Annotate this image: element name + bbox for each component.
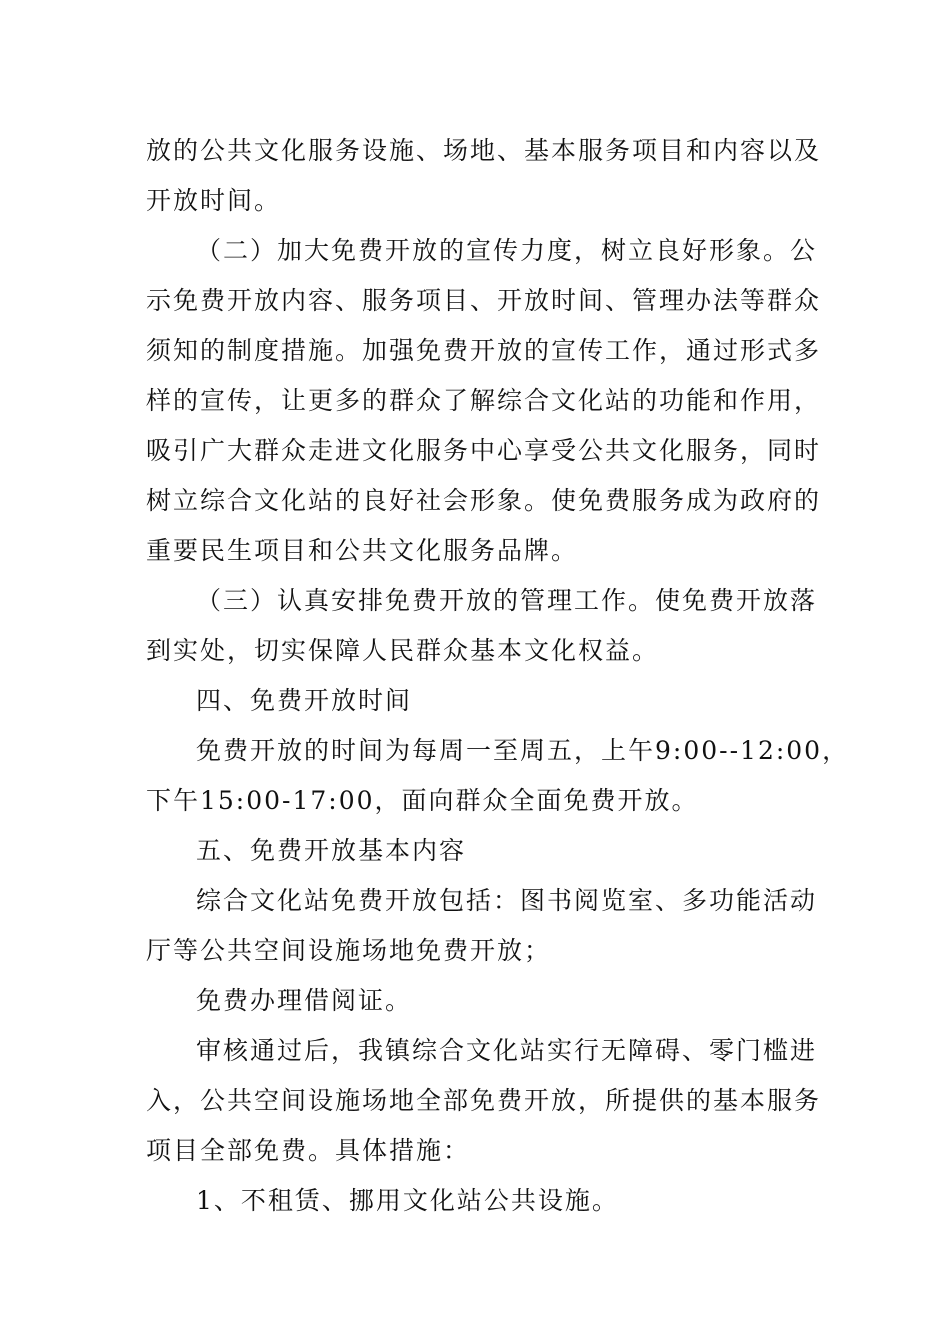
text-line: 样的宣传，让更多的群众了解综合文化站的功能和作用， [146, 386, 822, 415]
text-line: 入，公共空间设施场地全部免费开放，所提供的基本服务 [146, 1086, 822, 1115]
section-heading: 五、免费开放基本内容 [196, 836, 467, 865]
text-line: 下午15:00-17:00，面向群众全面免费开放。 [146, 786, 699, 815]
text-line: 厅等公共空间设施场地免费开放； [146, 936, 552, 965]
text-line: 到实处，切实保障人民群众基本文化权益。 [146, 636, 660, 665]
text-line: 项目全部免费。具体措施： [146, 1136, 471, 1165]
text-line: （三）认真安排免费开放的管理工作。使免费开放落 [196, 586, 818, 615]
text-line: 综合文化站免费开放包括：图书阅览室、多功能活动 [196, 886, 818, 915]
text-line: 须知的制度措施。加强免费开放的宣传工作，通过形式多 [146, 336, 822, 365]
text-line: 吸引广大群众走进文化服务中心享受公共文化服务，同时 [146, 436, 822, 465]
text-line: 审核通过后，我镇综合文化站实行无障碍、零门槛进 [196, 1036, 818, 1065]
list-item: 1、不租赁、挪用文化站公共设施。 [196, 1186, 619, 1215]
text-line: 开放时间。 [146, 186, 282, 215]
text-line: 示免费开放内容、服务项目、开放时间、管理办法等群众 [146, 286, 822, 315]
text-line: 免费开放的时间为每周一至周五，上午9:00--12:00， [196, 736, 850, 765]
text-line: 重要民生项目和公共文化服务品牌。 [146, 536, 579, 565]
text-line: 树立综合文化站的良好社会形象。使免费服务成为政府的 [146, 486, 822, 515]
section-heading: 四、免费开放时间 [196, 686, 413, 715]
text-line: 免费办理借阅证。 [196, 986, 413, 1015]
text-line: （二）加大免费开放的宣传力度，树立良好形象。公 [196, 236, 818, 265]
text-line: 放的公共文化服务设施、场地、基本服务项目和内容以及 [146, 136, 822, 165]
